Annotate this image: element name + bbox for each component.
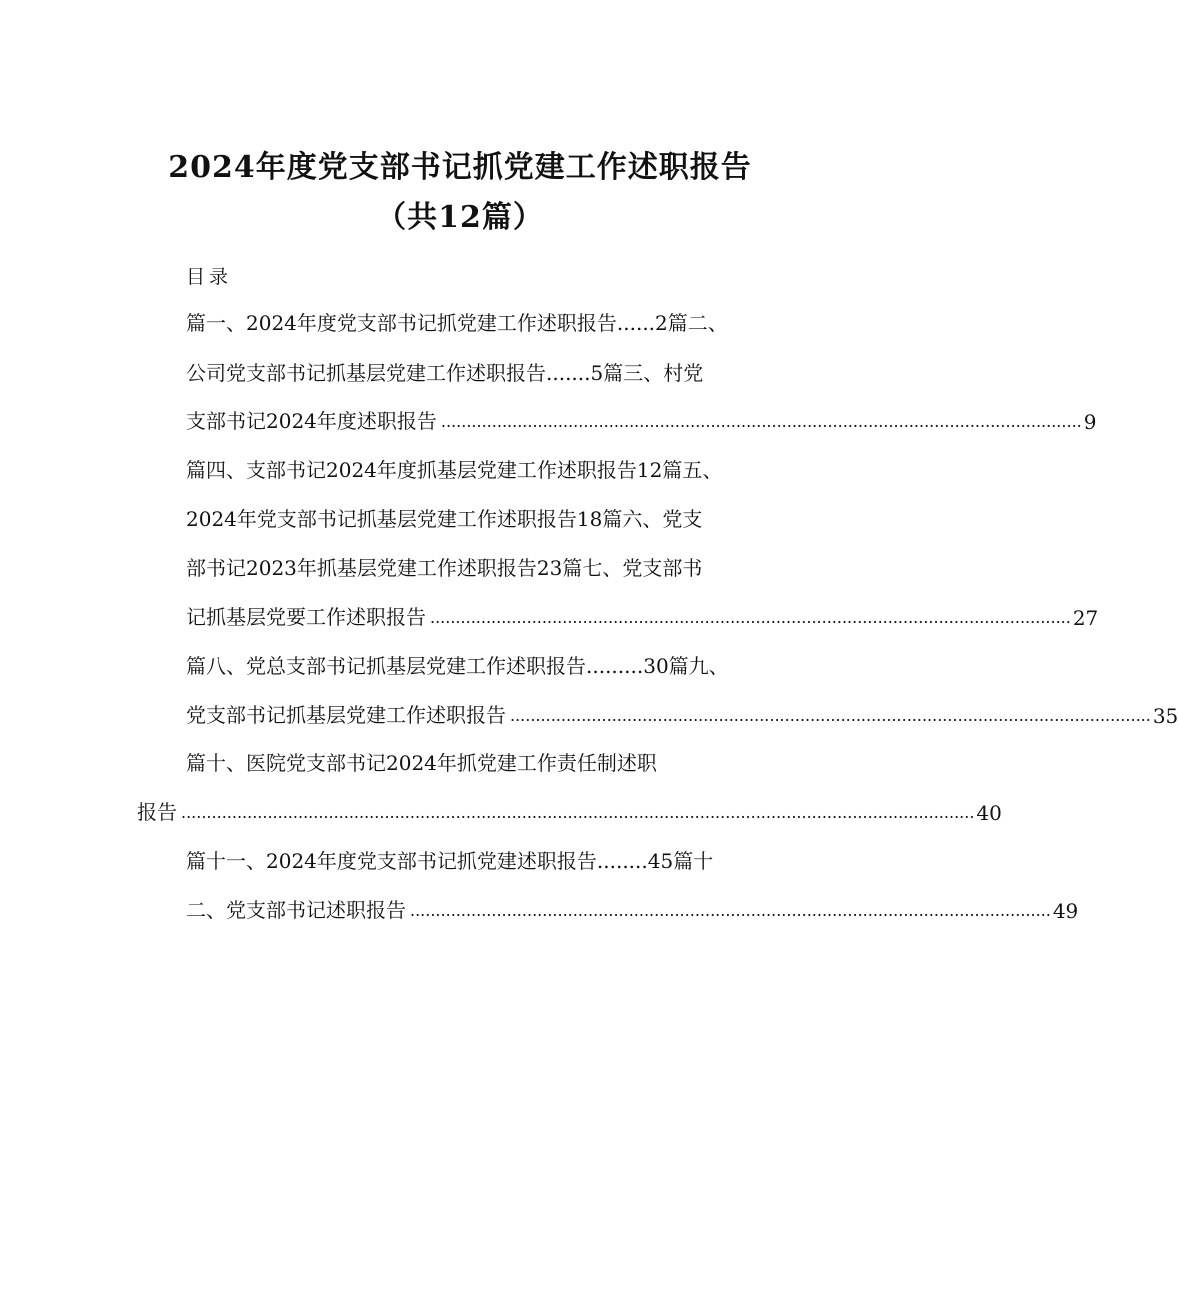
toc-entry[interactable] bbox=[137, 793, 1002, 825]
toc-leader-dots: .............................................................................................................................. bbox=[430, 608, 1071, 627]
toc-line bbox=[186, 451, 796, 483]
toc-entry-title: 支部书记2024年度述职报告 bbox=[186, 409, 437, 433]
toc-line bbox=[186, 647, 796, 679]
toc-line-text: 篇十一、2024年度党支部书记抓党建述职报告........45篇十 bbox=[186, 849, 714, 873]
toc-line-text: 篇八、党总支部书记抓基层党建工作述职报告.........30篇九、 bbox=[186, 654, 729, 678]
toc-entry[interactable] bbox=[186, 696, 1178, 728]
toc-line-text: 篇十、医院党支部书记2024年抓党建工作责任制述职 bbox=[186, 751, 657, 775]
toc-line-text: 公司党支部书记抓基层党建工作述职报告.......5篇三、村党 bbox=[186, 361, 704, 385]
toc-line bbox=[186, 500, 786, 532]
document-subtitle: （共12篇） bbox=[376, 200, 544, 235]
toc-entry[interactable] bbox=[186, 598, 1099, 630]
toc-line-text: 篇四、支部书记2024年度抓基层党建工作述职报告12篇五、 bbox=[186, 458, 723, 482]
toc-leader-dots: .............................................................................................................................. bbox=[440, 412, 1082, 431]
toc-entry[interactable] bbox=[186, 891, 1079, 923]
toc-page-number: 27 bbox=[1072, 606, 1099, 630]
toc-line bbox=[186, 549, 786, 581]
toc-leader-dots: .............................................................................................................................. bbox=[410, 901, 1051, 920]
toc-entry[interactable] bbox=[186, 402, 1097, 434]
toc-leader-dots: ............................................................................................................................................................ bbox=[181, 803, 975, 822]
toc-page-number: 9 bbox=[1083, 410, 1097, 434]
toc-line bbox=[186, 354, 786, 386]
toc-line-text: 篇一、2024年度党支部书记抓党建工作述职报告......2篇二、 bbox=[186, 311, 728, 335]
toc-entry-title: 二、党支部书记述职报告 bbox=[186, 898, 406, 922]
toc-line bbox=[186, 304, 796, 336]
toc-leader-dots: .............................................................................................................................. bbox=[510, 706, 1151, 725]
toc-line-text: 2024年党支部书记抓基层党建工作述职报告18篇六、党支 bbox=[186, 507, 703, 531]
toc-page-number: 35 bbox=[1152, 704, 1178, 728]
toc-line-text: 部书记2023年抓基层党建工作述职报告23篇七、党支部书 bbox=[186, 556, 703, 580]
toc-entry-title: 记抓基层党要工作述职报告 bbox=[186, 605, 426, 629]
document-title: 2024年度党支部书记抓党建工作述职报告 bbox=[168, 150, 752, 185]
toc-entry-title: 党支部书记抓基层党建工作述职报告 bbox=[186, 703, 506, 727]
toc-line bbox=[186, 842, 796, 874]
toc-page-number: 49 bbox=[1052, 899, 1079, 923]
toc-heading: 目录 bbox=[186, 266, 233, 288]
toc-line bbox=[186, 744, 746, 776]
toc-page-number: 40 bbox=[976, 801, 1002, 825]
toc-entry-title: 报告 bbox=[137, 800, 177, 824]
